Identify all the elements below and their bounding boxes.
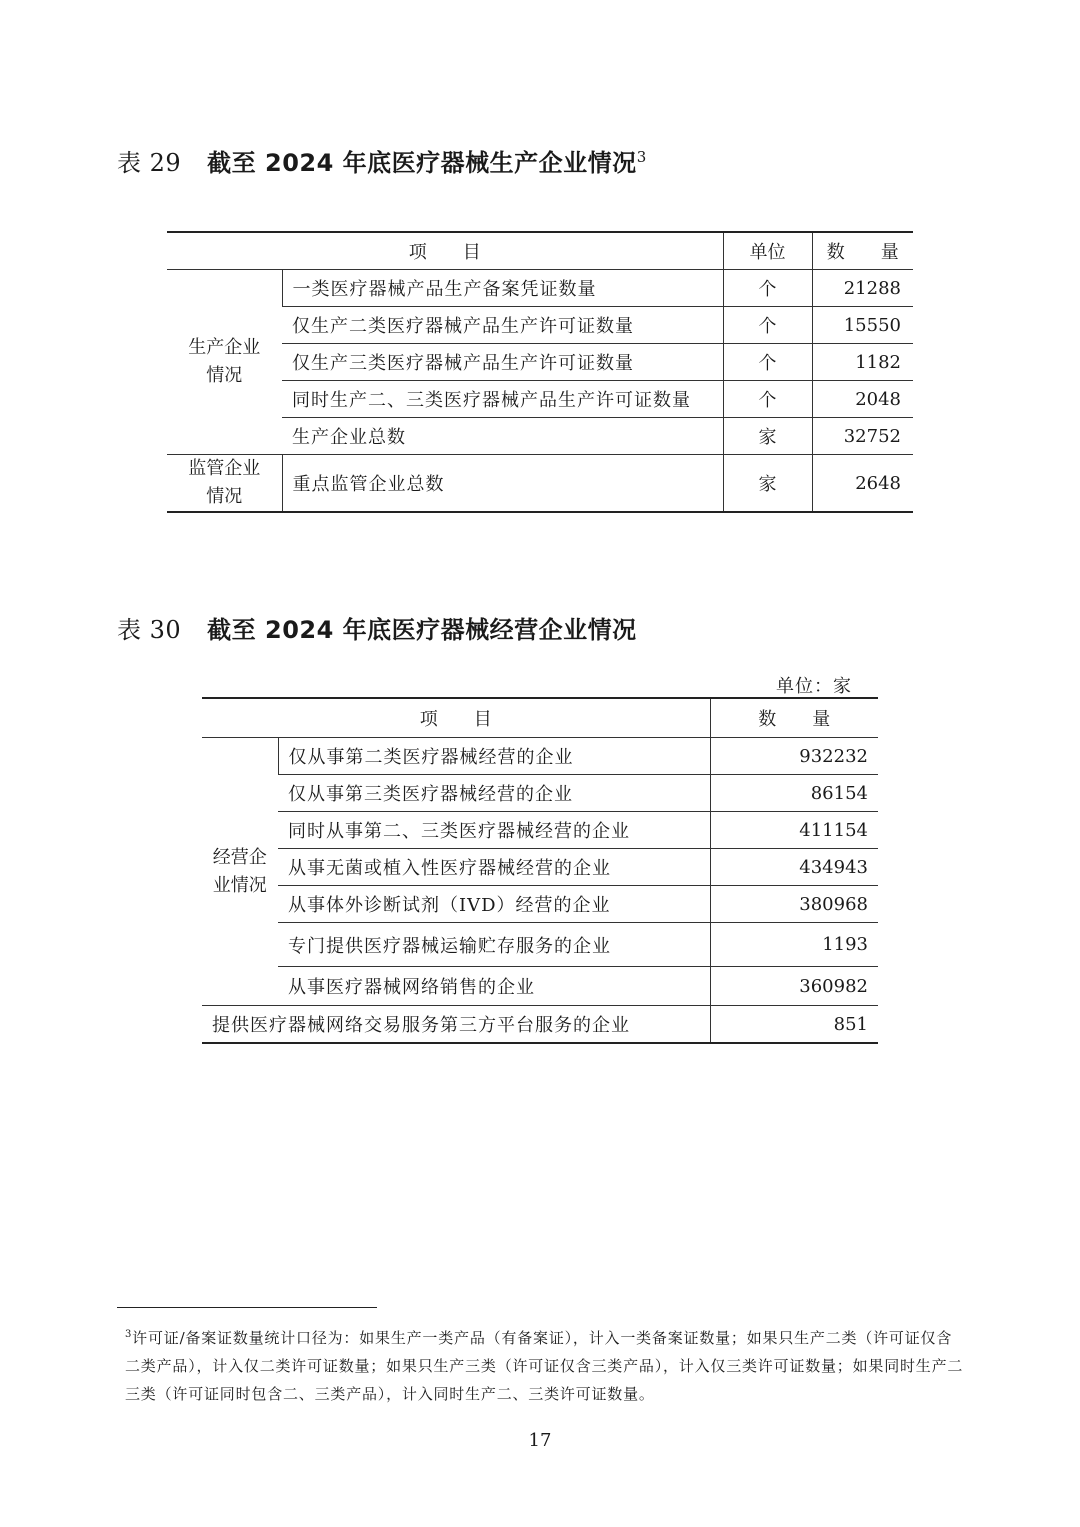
row-value: 32752 — [812, 418, 913, 455]
table-row — [167, 270, 913, 307]
table-header-row — [202, 698, 878, 738]
table-30-title: 截至 2024 年底医疗器械经营企业情况 — [207, 616, 637, 644]
row-item: 一类医疗器械产品生产备案凭证数量 — [282, 270, 723, 307]
row-item: 仅生产三类医疗器械产品生产许可证数量 — [282, 344, 723, 381]
row-value: 380968 — [710, 886, 878, 923]
row-value: 932232 — [710, 738, 878, 775]
row-item: 仅生产二类医疗器械产品生产许可证数量 — [282, 307, 723, 344]
table-row — [202, 812, 878, 849]
table-29-caption — [117, 143, 647, 178]
row-unit: 个 — [723, 344, 812, 381]
row-item: 从事医疗器械网络销售的企业 — [278, 967, 710, 1006]
table-29 — [167, 231, 913, 513]
row-item: 同时从事第二、三类医疗器械经营的企业 — [278, 812, 710, 849]
row-value: 411154 — [710, 812, 878, 849]
row-value: 2048 — [812, 381, 913, 418]
table-row — [202, 886, 878, 923]
row-item: 同时生产二、三类医疗器械产品生产许可证数量 — [282, 381, 723, 418]
group-label-production: 生产企业 情况 — [167, 270, 282, 455]
table-30 — [202, 697, 878, 1044]
row-item: 仅从事第二类医疗器械经营的企业 — [278, 738, 710, 775]
row-item: 提供医疗器械网络交易服务第三方平台服务的企业 — [202, 1006, 710, 1044]
group-label-operation: 经营企 业情况 — [202, 738, 278, 1006]
group-label-supervision: 监管企业 情况 — [167, 455, 282, 513]
row-item: 仅从事第三类医疗器械经营的企业 — [278, 775, 710, 812]
row-unit: 个 — [723, 381, 812, 418]
row-value: 21288 — [812, 270, 913, 307]
table-30-number: 表 30 — [117, 616, 182, 644]
header-qty: 数 量 — [812, 232, 913, 270]
row-value: 1193 — [710, 923, 878, 967]
row-unit: 家 — [723, 418, 812, 455]
row-value: 86154 — [710, 775, 878, 812]
table-row — [202, 923, 878, 967]
row-item: 生产企业总数 — [282, 418, 723, 455]
table-row — [167, 455, 913, 513]
page-number: 17 — [528, 1430, 552, 1451]
row-item: 重点监管企业总数 — [282, 455, 723, 513]
unit-note: 单位：家 — [776, 676, 852, 697]
footnote-text: 许可证/备案证数量统计口径为：如果生产一类产品（有备案证），计入一类备案证数量；如果只生产二类（许可证仅含二类产品），计入仅二类许可证数量；如果只生产三类（许可证仅含三类产品），计入仅三类许可证数量；如果同时生产二三类（许可证同时包含二、三类产品），计入同时生产二、三类许可证数量。 — [125, 1329, 964, 1403]
header-item: 项 目 — [202, 698, 710, 738]
table-row — [202, 738, 878, 775]
row-item: 从事无菌或植入性医疗器械经营的企业 — [278, 849, 710, 886]
row-unit: 个 — [723, 270, 812, 307]
row-item: 从事体外诊断试剂（IVD）经营的企业 — [278, 886, 710, 923]
row-value: 360982 — [710, 967, 878, 1006]
table-29-title: 截至 2024 年底医疗器械生产企业情况 — [207, 149, 637, 177]
table-row — [202, 967, 878, 1006]
row-value: 2648 — [812, 455, 913, 513]
footnote-marker: 3 — [125, 1329, 133, 1340]
footnote-divider — [117, 1307, 377, 1308]
row-unit: 家 — [723, 455, 812, 513]
footnote-ref: 3 — [636, 148, 647, 166]
row-item: 专门提供医疗器械运输贮存服务的企业 — [278, 923, 710, 967]
row-value: 434943 — [710, 849, 878, 886]
table-row — [202, 775, 878, 812]
row-unit: 个 — [723, 307, 812, 344]
table-row — [202, 849, 878, 886]
table-29-number: 表 29 — [117, 149, 182, 177]
table-30-caption — [117, 610, 637, 645]
table-header-row — [167, 232, 913, 270]
row-value: 851 — [710, 1006, 878, 1044]
table-row — [202, 1006, 878, 1044]
header-unit: 单位 — [723, 232, 812, 270]
row-value: 15550 — [812, 307, 913, 344]
row-value: 1182 — [812, 344, 913, 381]
header-qty: 数 量 — [710, 698, 878, 738]
footnote — [125, 1321, 965, 1408]
header-item: 项 目 — [167, 232, 723, 270]
